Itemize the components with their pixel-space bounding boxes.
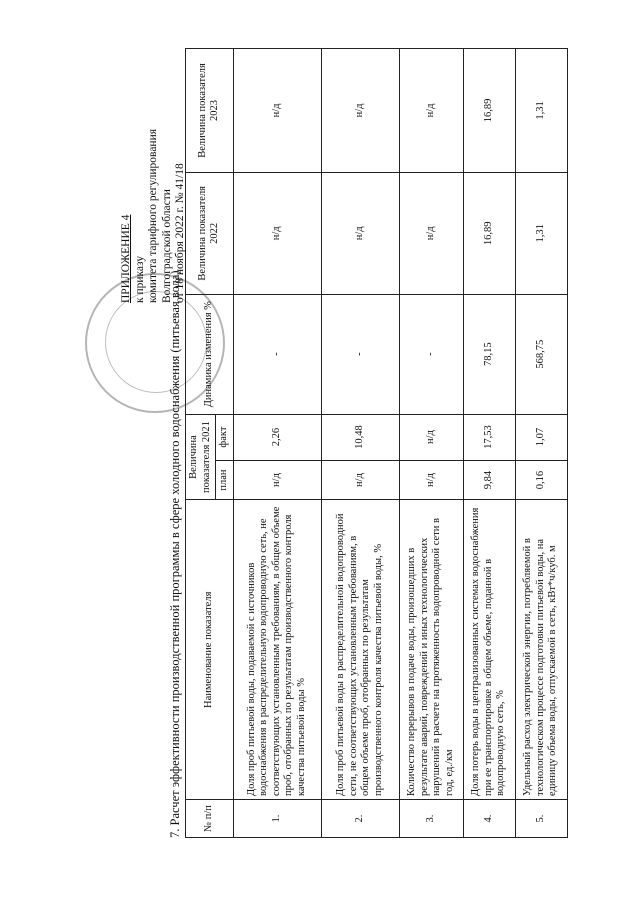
rotated-page <box>110 48 630 838</box>
header-line-committee: комитета тарифного регулирования <box>147 128 159 303</box>
row-num: 4. <box>463 800 515 838</box>
row-v2023: 16,89 <box>463 49 515 173</box>
col-num: № п/п <box>186 800 234 838</box>
row-name: Количество перерывов в подаче воды, произошедших в результате аварий, повреждений и иных технологических нарушений в расчете на протяженность водопроводной сети в год, ед./км <box>399 500 463 800</box>
row-v2022: 1,31 <box>515 172 567 294</box>
table-header-row <box>186 49 216 838</box>
row-num: 2. <box>321 800 399 838</box>
row-dynamics: - <box>399 294 463 414</box>
col-name: Наименование показателя <box>186 500 234 800</box>
row-name: Доля потерь воды в централизованных системах водоснабжения при ее транспортировке в общем объеме, поданной в водопроводную сеть, % <box>463 500 515 800</box>
row-fact: 17,53 <box>463 414 515 460</box>
row-plan: н/д <box>321 460 399 500</box>
col-v2022: Величина показателя 2022 <box>186 172 234 294</box>
row-name: Удельный расход электрической энергии, потребляемой в технологическом процессе подготовки питьевой воды, на единицу объема воды, отпускаемой в сеть, кВт*ч/куб. м <box>515 500 567 800</box>
row-name: Доля проб питьевой воды в распределительной водопроводной сети, не соответствующих установленным требованиям, в общем объеме проб, отобранных по результатам производственного контроля качества питьевой воды, % <box>321 500 399 800</box>
row-plan: 0,16 <box>515 460 567 500</box>
table-row <box>515 49 567 838</box>
row-dynamics: - <box>233 294 321 414</box>
appendix-label: ПРИЛОЖЕНИЕ 4 <box>120 214 132 303</box>
row-fact: 1,07 <box>515 414 567 460</box>
efficiency-table <box>185 48 568 838</box>
col-v2023: Величина показателя 2023 <box>186 49 234 173</box>
row-num: 3. <box>399 800 463 838</box>
row-v2023: 1,31 <box>515 49 567 173</box>
col-v2021: Величина показателя 2021 <box>186 414 216 500</box>
row-fact: 10,48 <box>321 414 399 460</box>
row-fact: 2,26 <box>233 414 321 460</box>
col-plan: план <box>216 460 234 500</box>
row-v2022: н/д <box>321 172 399 294</box>
row-v2022: н/д <box>233 172 321 294</box>
row-fact: н/д <box>399 414 463 460</box>
table-row <box>233 49 321 838</box>
col-dynamics: Динамика изменения % <box>186 294 234 414</box>
table-row <box>399 49 463 838</box>
row-v2023: н/д <box>233 49 321 173</box>
row-v2023: н/д <box>399 49 463 173</box>
row-v2023: н/д <box>321 49 399 173</box>
row-num: 5. <box>515 800 567 838</box>
row-name: Доля проб питьевой воды, подаваемой с источников водоснабжения в распределительную водопроводную сеть, не соответствующих установленным требованиям, в общем объеме проб, отобранных по результатам производственного контроля качества питьевой воды % <box>233 500 321 800</box>
row-dynamics: 568,75 <box>515 294 567 414</box>
row-dynamics: - <box>321 294 399 414</box>
row-dynamics: 78,15 <box>463 294 515 414</box>
row-plan: н/д <box>399 460 463 500</box>
table-row <box>321 49 399 838</box>
row-plan: 9,84 <box>463 460 515 500</box>
table-row <box>463 49 515 838</box>
col-fact: факт <box>216 414 234 460</box>
row-num: 1. <box>233 800 321 838</box>
row-v2022: 16,89 <box>463 172 515 294</box>
header-line-date: от 18 ноября 2022 г. № 41/18 <box>174 163 186 303</box>
header-line-region: Волгоградской области <box>160 189 173 303</box>
row-plan: н/д <box>233 460 321 500</box>
row-v2022: н/д <box>399 172 463 294</box>
header-line-order: к приказу <box>133 255 146 303</box>
section-title: 7. Расчет эффективности производственной программы в сфере холодного водоснабжения (питьевая вода) <box>168 270 182 838</box>
